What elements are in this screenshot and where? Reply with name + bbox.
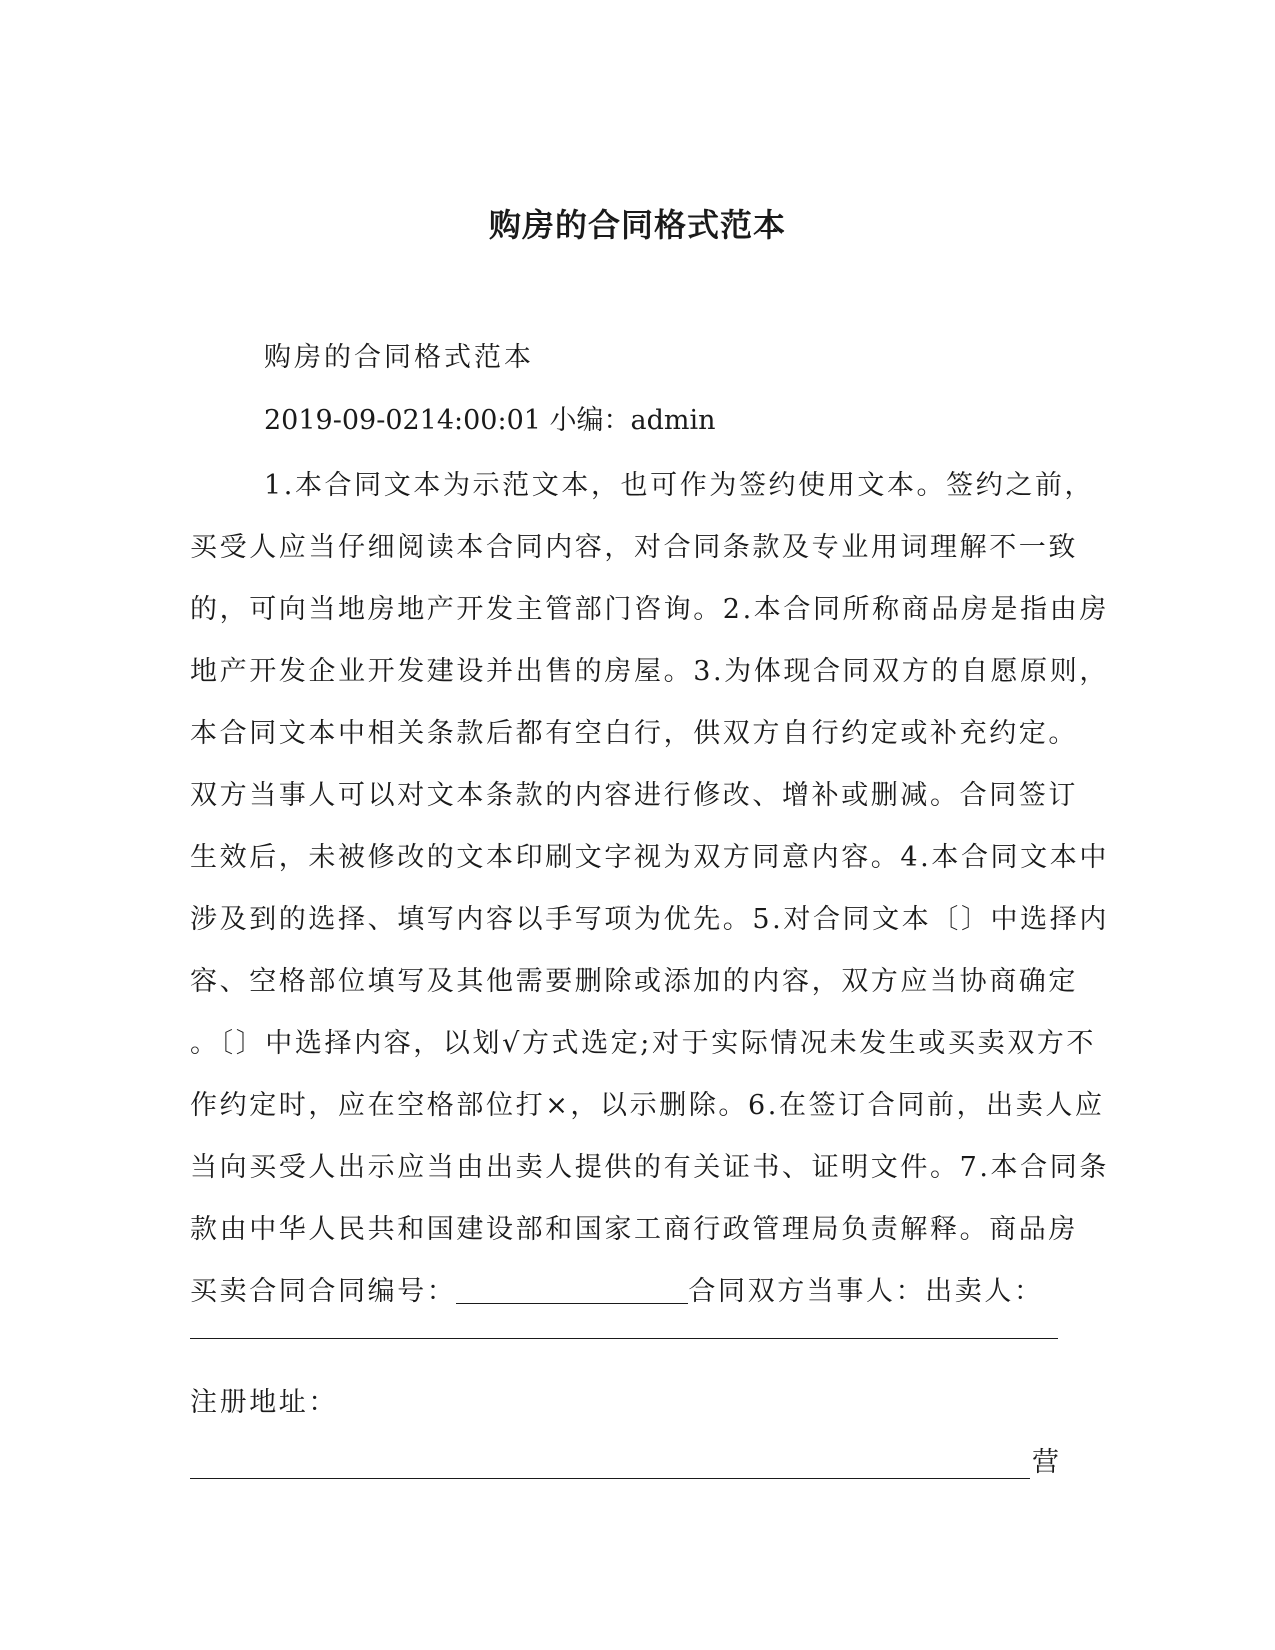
body-line: 涉及到的选择、填写内容以手写项为优先。5.对合同文本〔〕中选择内 [190,904,1109,935]
registered-address-blank-line [190,1478,1030,1479]
document-meta: 2019-09-0214:00:01 小编：admin [264,405,716,436]
body-line: 容、空格部位填写及其他需要删除或添加的内容，双方应当协商确定 [190,966,1078,997]
body-line: 款由中华人民共和国建设部和国家工商行政管理局负责解释。商品房 [190,1214,1078,1245]
body-line: 买受人应当仔细阅读本合同内容，对合同条款及专业用词理解不一致 [190,532,1078,563]
registered-address-label: 注册地址： [190,1387,338,1418]
body-line: 。〔〕中选择内容，以划√方式选定;对于实际情况未发生或买卖双方不 [190,1028,1096,1059]
contract-number-blank [456,1277,688,1304]
contract-number-line [190,1261,1082,1323]
trailing-text: 营 [1032,1447,1059,1478]
body-line: 当向买受人出示应当由出卖人提供的有关证书、证明文件。7.本合同条 [190,1152,1109,1183]
body-line: 的，可向当地房地产开发主管部门咨询。2.本合同所称商品房是指由房 [190,594,1109,625]
document-subtitle: 购房的合同格式范本 [264,342,534,373]
body-line: 本合同文本中相关条款后都有空白行，供双方自行约定或补充约定。 [190,718,1078,749]
document-body [190,455,1109,1323]
contract-number-label: 买卖合同合同编号： [190,1276,457,1307]
body-line: 双方当事人可以对文本条款的内容进行修改、增补或删减。合同签订 [190,780,1078,811]
seller-blank-line [190,1338,1058,1339]
body-line: 生效后，未被修改的文本印刷文字视为双方同意内容。4.本合同文本中 [190,842,1109,873]
body-line: 地产开发企业开发建设并出售的房屋。3.为体现合同双方的自愿原则， [190,656,1109,687]
document-title: 购房的合同格式范本 [488,206,786,244]
body-line: 1.本合同文本为示范文本，也可作为签约使用文本。签约之前， [264,470,1095,501]
parties-label: 合同双方当事人：出卖人： [688,1276,1044,1307]
body-line: 作约定时，应在空格部位打×，以示删除。6.在签订合同前，出卖人应 [190,1090,1105,1121]
